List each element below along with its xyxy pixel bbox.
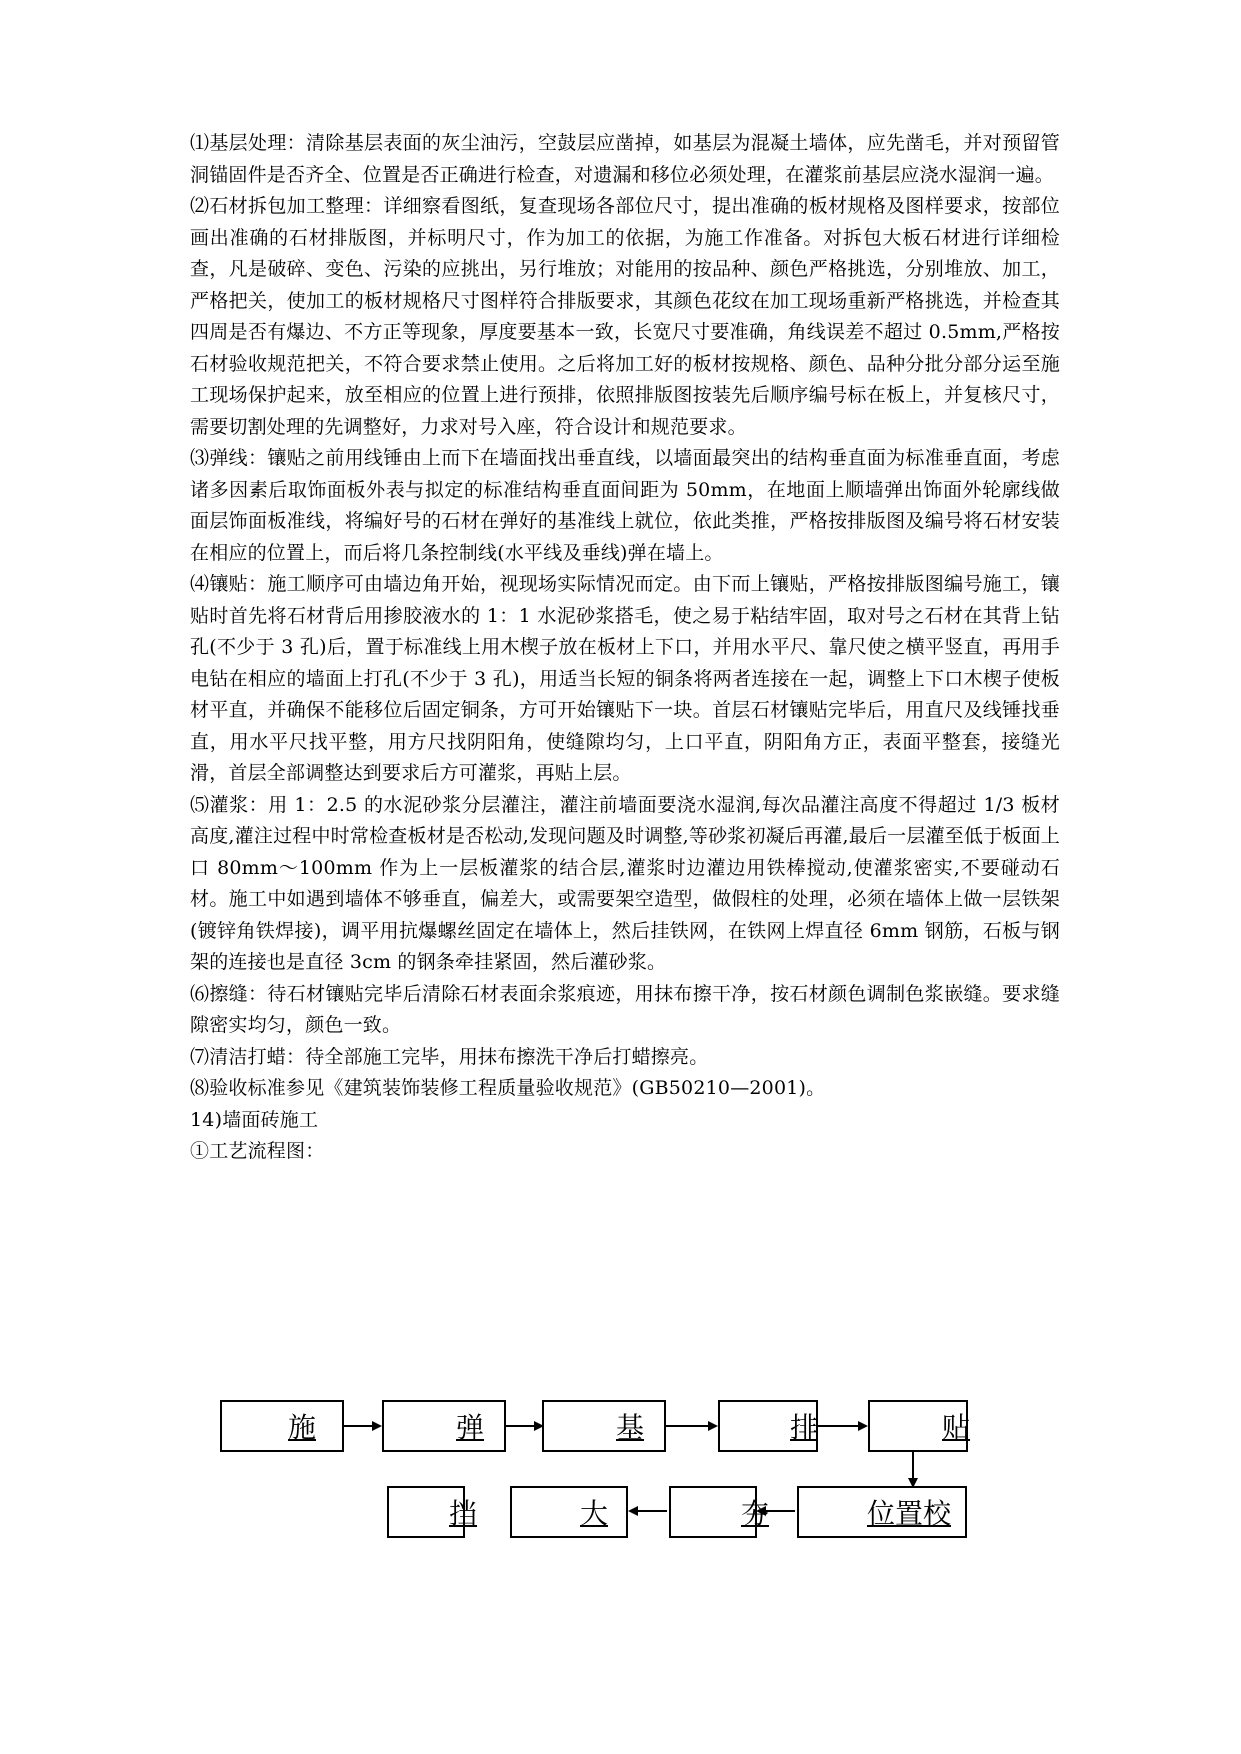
flow-step-tie	[868, 1400, 971, 1452]
flow-step-label: 大	[580, 1497, 609, 1530]
paragraph-grouting: ⑸灌浆：用 1：2.5 的水泥砂浆分层灌注，灌注前墙面要浇水湿润,每次品灌注高度不得超过 1/3 板材高度,灌注过程中时常检查板材是否松动,发现问题及时调整,等砂浆初凝后再灌,最后一层灌至低于板面上口 80mm～100mm 作为上一层板灌浆的结合层,灌浆时边灌边用铁棒搅动,使灌浆密实,不要碰动石材。施工中如遇到墙体不够垂直，偏差大，或需要架空造型，做假柱的处理，必须在墙体上做一层铁架(镀锌角铁焊接)，调平用抗爆螺丝固定在墙体上，然后挂铁网，在铁网上焊直径 6mm 钢筋，石板与钢架的连接也是直径 3cm 的钢条牵挂紧固，然后灌砂浆。	[190, 793, 1060, 973]
flow-step-pai	[718, 1400, 818, 1452]
flow-step-dang	[387, 1486, 478, 1538]
paragraph-cleaning-waxing: ⑺清洁打蜡：待全部施工完毕，用抹布擦洗干净后打蜡擦亮。	[190, 1045, 709, 1068]
paragraph-acceptance-standard: ⑻验收标准参见《建筑装饰装修工程质量验收规范》(GB50210—2001)。	[190, 1077, 826, 1099]
paragraph-base-treatment: ⑴基层处理：清除基层表面的灰尘油污，空鼓层应凿掉，如基层为混凝土墙体，应先凿毛，并对预留管洞锚固件是否齐全、位置是否正确进行检查，对遗漏和移位必须处理，在灌浆前基层应浇水湿润一遍。	[190, 132, 1060, 186]
flow-step-label: 夯	[741, 1497, 770, 1530]
flow-step-label: 挡	[449, 1497, 478, 1530]
flow-step-label: 弹	[456, 1411, 485, 1444]
flow-step-da	[510, 1486, 628, 1538]
flow-step-label: 施	[288, 1411, 317, 1444]
flowchart-caption: ①工艺流程图：	[190, 1140, 325, 1162]
section-heading-wall-tile: 14)墙面砖施工	[190, 1108, 319, 1131]
flow-step-label: 位置校	[867, 1497, 952, 1530]
flow-step-label: 贴	[942, 1411, 971, 1444]
paragraph-joint-wiping: ⑹擦缝：待石材镶贴完毕后清除石材表面余浆痕迹，用抹布擦干净，按石材颜色调制色浆嵌缝。要求缝隙密实均匀，颜色一致。	[190, 982, 1060, 1036]
body-text	[190, 128, 1060, 1168]
paragraph-tiling: ⑷镶贴：施工顺序可由墙边角开始，视现场实际情况而定。由下而上镶贴，严格按排版图编号施工，镶贴时首先将石材背后用掺胶液水的 1：1 水泥砂浆搭毛，使之易于粘结牢固，取对号之石材在其背上钻孔(不少于 3 孔)后，置于标准线上用木楔子放在板材上下口，并用水平尺、靠尺使之横平竖直，再用手电钻在相应的墙面上打孔(不少于 3 孔)，用适当长短的铜条将两者连接在一起，调整上下口木楔子使板材平直，并确保不能移位后固定铜条，方可开始镶贴下一块。首层石材镶贴完毕后，用直尺及线锤找垂直，用水平尺找平整，用方尺找阴阳角，使缝隙均匀，上口平直，阴阳角方正，表面平整套，接缝光滑，首层全部调整达到要求后方可灌浆，再贴上层。	[190, 573, 1060, 784]
flow-step-shi	[220, 1400, 344, 1452]
paragraph-stone-processing: ⑵石材拆包加工整理：详细察看图纸，复查现场各部位尺寸，提出准确的板材规格及图样要求，按部位画出准确的石材排版图，并标明尺寸，作为加工的依据，为施工作准备。对拆包大板石材进行详细检查，凡是破碎、变色、污染的应挑出，另行堆放；对能用的按品种、颜色严格挑选，分别堆放、加工，严格把关，使加工的板材规格尺寸图样符合排版要求，其颜色花纹在加工现场重新严格挑选，并检查其四周是否有爆边、不方正等现象，厚度要基本一致，长宽尺寸要准确，角线误差不超过 0.5mm,严格按石材验收规范把关，不符合要求禁止使用。之后将加工好的板材按规格、颜色、品种分批分部分运至施工现场保护起来，放至相应的位置上进行预排，依照排版图按装先后顺序编号标在板上，并复核尺寸，需要切割处理的先调整好，力求对号入座，符合设计和规范要求。	[190, 195, 1060, 438]
flow-step-dan	[382, 1400, 506, 1452]
flow-step-label: 基	[616, 1411, 645, 1444]
flow-step-ji	[542, 1400, 666, 1452]
flow-step-position-check	[797, 1486, 967, 1538]
process-flowchart	[220, 1392, 1000, 1542]
flow-step-hang	[669, 1486, 770, 1538]
flow-step-label: 排	[790, 1411, 819, 1444]
paragraph-line-marking: ⑶弹线：镶贴之前用线锤由上而下在墙面找出垂直线，以墙面最突出的结构垂直面为标准垂直面，考虑诸多因素后取饰面板外表与拟定的标准结构垂直面间距为 50mm，在地面上顺墙弹出饰面外轮廓线做面层饰面板准线，将编好号的石材在弹好的基准线上就位，依此类推，严格按排版图及编号将石材安装在相应的位置上，而后将几条控制线(水平线及垂线)弹在墙上。	[190, 447, 1060, 564]
